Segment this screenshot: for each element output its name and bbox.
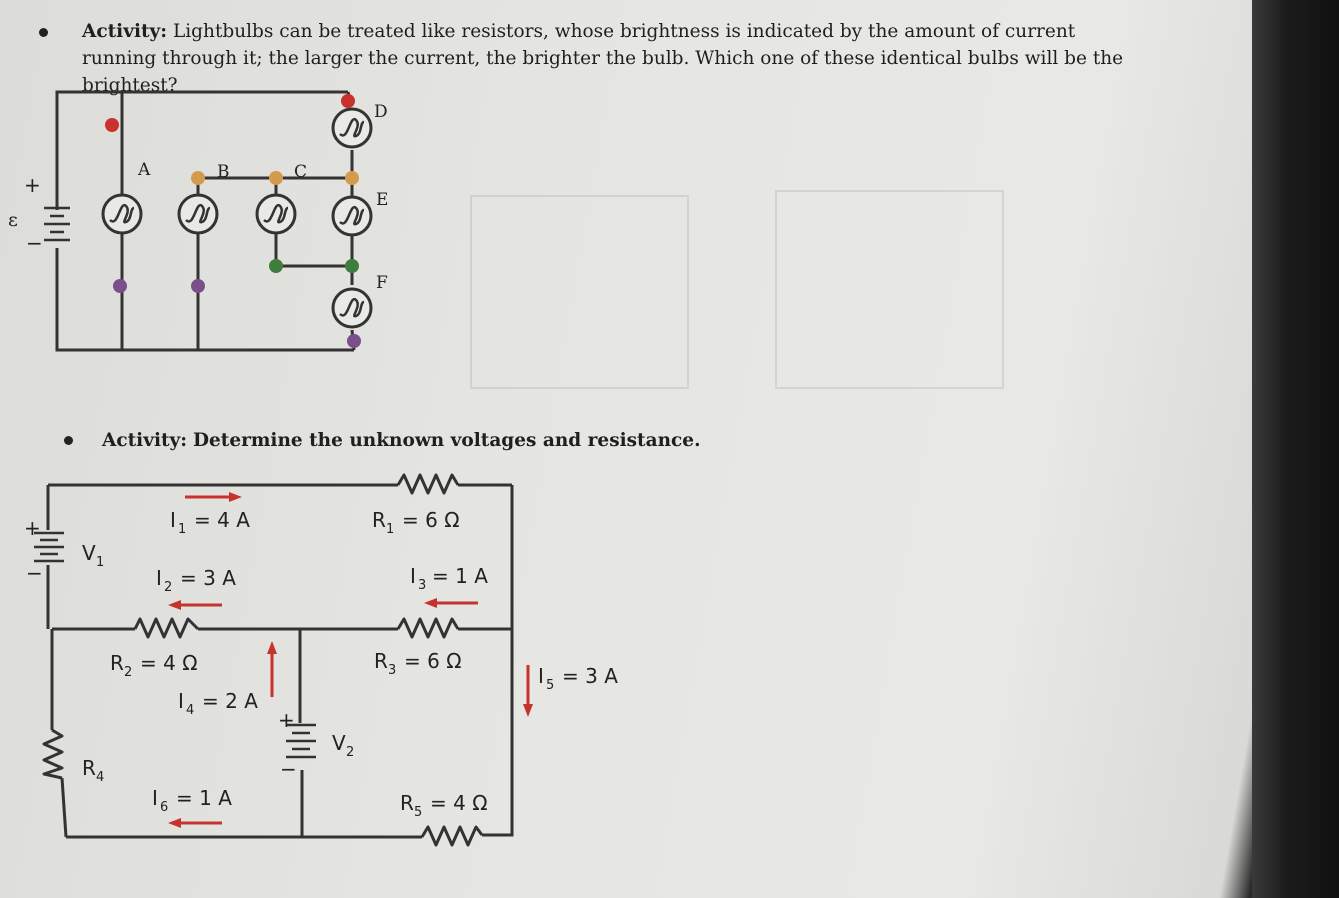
label-v2 (332, 731, 354, 760)
svg-text:R: R (400, 791, 414, 815)
bulb-b-icon (179, 195, 217, 233)
svg-text:R: R (82, 756, 96, 780)
activity1-label: Activity: (82, 21, 168, 42)
bulb-a-icon (103, 195, 141, 233)
junction-dot (191, 171, 205, 185)
svg-text:= 4 Ω: = 4 Ω (430, 791, 488, 815)
svg-text:1: 1 (386, 522, 395, 537)
svg-text:= 1 A: = 1 A (176, 786, 232, 810)
v1-minus-sign: − (26, 561, 43, 585)
svg-text:I: I (178, 689, 184, 713)
label-r2 (110, 651, 197, 680)
bulb-label-e: E (376, 190, 389, 210)
resistor-r3-symbol (398, 619, 458, 637)
label-r4 (82, 756, 104, 785)
resistor-r2-symbol (135, 619, 198, 637)
bulb-circuit-diagram (0, 80, 460, 370)
show-through-box (470, 195, 689, 389)
label-i6 (152, 786, 232, 815)
svg-text:= 6 Ω: = 6 Ω (402, 508, 460, 532)
v2-plus-sign: + (278, 708, 295, 732)
svg-text:V: V (332, 731, 346, 755)
svg-text:I: I (170, 508, 176, 532)
resistor-r1-symbol (398, 475, 458, 493)
svg-text:= 3 A: = 3 A (562, 664, 618, 688)
svg-text:= 2 A: = 2 A (202, 689, 258, 713)
arrow-i4 (267, 641, 277, 697)
label-i2 (156, 566, 236, 595)
junction-dot (105, 118, 119, 132)
svg-text:I: I (410, 564, 416, 588)
bullet (64, 436, 73, 445)
svg-text:2: 2 (164, 580, 173, 595)
junction-dot (269, 171, 283, 185)
svg-text:R: R (110, 651, 124, 675)
svg-text:1: 1 (178, 522, 187, 537)
label-r3 (374, 649, 461, 678)
bulb-label-d: D (374, 102, 388, 122)
svg-text:5: 5 (414, 805, 423, 820)
junction-dot (269, 259, 283, 273)
v1-plus-sign: + (24, 516, 41, 540)
arrow-i2 (168, 600, 222, 610)
bulb-e-icon (333, 197, 371, 235)
svg-text:6: 6 (160, 800, 169, 815)
svg-text:4: 4 (186, 703, 195, 718)
svg-text:5: 5 (546, 678, 555, 693)
activity1-text: Lightbulbs can be treated like resistors, whose brightness is indicated by the amount of current running through it; the larger the current, the brighter the bulb. Which one of these identical bulbs will be the brightest? (82, 21, 1124, 96)
bulb-label-a: A (138, 160, 151, 180)
bulb-label-f: F (376, 273, 388, 293)
bulb-label-c: C (294, 162, 308, 182)
bulb-d-icon (333, 109, 371, 147)
svg-text:3: 3 (418, 578, 427, 593)
svg-text:R: R (374, 649, 388, 673)
svg-text:I: I (538, 664, 544, 688)
junction-dot (341, 94, 355, 108)
resistor-r5-symbol (422, 827, 482, 845)
junction-dot (191, 279, 205, 293)
activity2-paragraph (102, 427, 802, 454)
show-through-box (775, 190, 1004, 389)
battery-plus-sign: + (24, 173, 41, 197)
battery-minus-sign: − (26, 231, 43, 255)
svg-text:I: I (152, 786, 158, 810)
svg-text:3: 3 (388, 663, 397, 678)
page-edge-shadow (1252, 0, 1339, 898)
label-i4 (178, 689, 258, 718)
v2-minus-sign: − (280, 757, 297, 781)
junction-dot (345, 259, 359, 273)
emf-symbol: ε (8, 209, 18, 231)
svg-text:= 3 A: = 3 A (180, 566, 236, 590)
svg-text:= 6 Ω: = 6 Ω (404, 649, 462, 673)
label-v1 (82, 541, 104, 570)
svg-text:2: 2 (124, 665, 133, 680)
junction-dot (347, 334, 361, 348)
svg-text:R: R (372, 508, 386, 532)
junction-dot (345, 171, 359, 185)
label-i1 (170, 508, 250, 537)
resistor-network-diagram (0, 465, 680, 865)
bulb-label-b: B (217, 162, 230, 182)
arrow-i6 (168, 818, 222, 828)
bulb-f-icon (333, 289, 371, 327)
svg-text:= 4 Ω: = 4 Ω (140, 651, 198, 675)
svg-text:V: V (82, 541, 96, 565)
label-i3 (410, 564, 488, 593)
svg-text:= 1 A: = 1 A (432, 564, 488, 588)
arrow-i5 (523, 665, 533, 717)
svg-text:I: I (156, 566, 162, 590)
bullet (39, 28, 48, 37)
activity2-label: Activity: (102, 430, 188, 451)
label-r5 (400, 791, 487, 820)
svg-text:4: 4 (96, 770, 105, 785)
label-r1 (372, 508, 459, 537)
svg-text:= 4 A: = 4 A (194, 508, 250, 532)
arrow-i1 (185, 492, 242, 502)
svg-text:2: 2 (346, 745, 355, 760)
activity2-text: Determine the unknown voltages and resistance. (192, 430, 701, 451)
resistor-r4-symbol (44, 730, 62, 778)
arrow-i3 (424, 598, 478, 608)
label-i5 (538, 664, 618, 693)
junction-dot (113, 279, 127, 293)
bulb-c-icon (257, 195, 295, 233)
svg-text:1: 1 (96, 555, 105, 570)
